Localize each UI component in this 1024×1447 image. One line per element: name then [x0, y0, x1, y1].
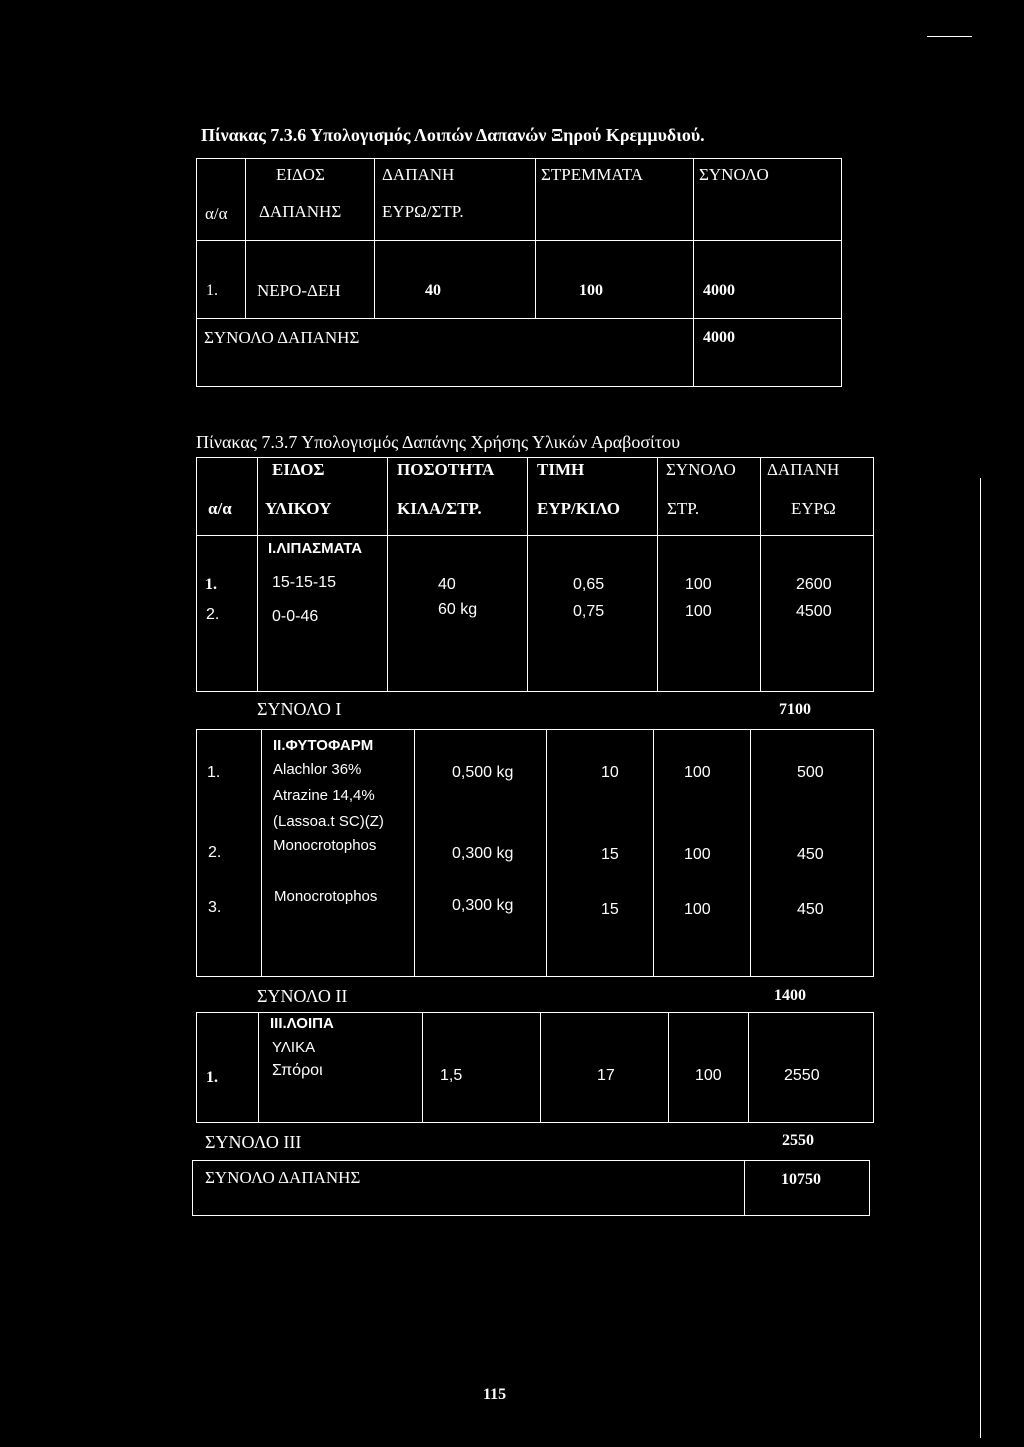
t2-s2-row3-str: 100 [684, 901, 711, 918]
t2-s1-row2-eidos: 0-0-46 [272, 608, 319, 625]
t2-s1-total-value: 7100 [779, 701, 811, 718]
t2-s3-title-2: ΥΛΙΚΑ [272, 1039, 316, 1056]
t1-row1-aa: 1. [206, 282, 218, 299]
t2-header-dapani-2: ΕΥΡΩ [791, 499, 836, 518]
t2-s1-row1-timi: 0,65 [573, 576, 605, 593]
t2-s1-row1-aa: 1. [205, 576, 217, 593]
t2-header-timi-2: ΕΥΡ/ΚΙΛΟ [537, 499, 620, 518]
t2-s2-row1-str: 100 [684, 764, 711, 781]
t2-s3-row1-str: 100 [695, 1067, 722, 1084]
t2-header-synolo: ΣΥΝΟΛΟ [666, 460, 736, 479]
t2-s2-row1-posotita: 0,500 kg [452, 764, 514, 781]
table2-caption: Πίνακας 7.3.7 Υπολογισμός Δαπάνης Χρήσης Υλικών Αραβοσίτου [196, 432, 681, 452]
t2-s3-row1-eidos: Σπόροι [272, 1062, 323, 1079]
t2-grand-total-label: ΣΥΝΟΛΟ ΔΑΠΑΝΗΣ [205, 1168, 361, 1187]
t2-s1-row2-timi: 0,75 [573, 603, 605, 620]
t2-s2-row1-eidos-2: Atrazine 14,4% [273, 787, 375, 804]
t2-s1-row2-dapani: 4500 [796, 603, 832, 620]
t2-s2-row1-timi: 10 [601, 764, 619, 781]
t1-header-eidos-2: ΔΑΠΑΝΗΣ [259, 202, 342, 221]
t1-header-synolo: ΣΥΝΟΛΟ [699, 165, 769, 184]
t2-header-posotita: ΠΟΣΟΤΗΤΑ [397, 460, 495, 479]
t2-header-timi: ΤΙΜΗ [537, 460, 585, 479]
t2-s3-row1-posotita: 1,5 [440, 1067, 463, 1084]
t2-s3-total-label: ΣΥΝΟΛΟ ΙΙΙ [205, 1132, 302, 1152]
t1-header-dapani: ΔΑΠΑΝΗ [382, 165, 455, 184]
t2-s1-row1-str: 100 [685, 576, 712, 593]
t2-s1-row2-posotita: 60 kg [438, 601, 478, 618]
t2-s3-total-value: 2550 [782, 1132, 814, 1149]
t2-s1-row1-posotita: 40 [438, 576, 456, 593]
t2-s3-row1-aa: 1. [206, 1069, 218, 1086]
t2-s1-row1-dapani: 2600 [796, 576, 832, 593]
t2-s2-row3-aa: 3. [208, 899, 222, 916]
t2-s2-row1-aa: 1. [207, 764, 221, 781]
t2-s1-total-label: ΣΥΝΟΛΟ Ι [257, 699, 342, 719]
t2-header-dapani: ΔΑΠΑΝΗ [767, 460, 840, 479]
t2-header-eidos: ΕΙΔΟΣ [272, 460, 325, 479]
t2-s3-title: ΙΙΙ.ΛΟΙΠΑ [270, 1015, 334, 1032]
t2-s3-row1-dapani: 2550 [784, 1067, 820, 1084]
t2-s2-row3-posotita: 0,300 kg [452, 897, 514, 914]
t1-total-label: ΣΥΝΟΛΟ ΔΑΠΑΝΗΣ [204, 328, 360, 347]
t2-s2-row3-dapani: 450 [797, 901, 824, 918]
t2-s3-row1-timi: 17 [597, 1067, 615, 1084]
t2-s2-row1-eidos-3: (Lassoa.t SC)(Z) [273, 813, 384, 830]
t2-header-divider [196, 535, 874, 536]
t2-s1-title: Ι.ΛΙΠΑΣΜΑΤΑ [268, 540, 363, 557]
t2-s2-title: ΙΙ.ΦΥΤΟΦΑΡΜ [273, 737, 374, 754]
t2-s2-row2-eidos: Monocrotophos [273, 837, 377, 854]
t2-s2-row2-aa: 2. [208, 844, 222, 861]
t2-s2-row2-timi: 15 [601, 846, 619, 863]
t1-total-value: 4000 [703, 329, 735, 346]
table1-caption: Πίνακας 7.3.6 Υπολογισμός Λοιπών Δαπανών Ξηρού Κρεμμυδιού. [201, 125, 705, 145]
t2-s2-row3-eidos: Monocrotophos [274, 888, 378, 905]
t2-header-posotita-2: ΚΙΛΑ/ΣΤΡ. [397, 499, 482, 518]
t2-s2-row3-timi: 15 [601, 901, 619, 918]
t2-header-aa: α/α [208, 499, 232, 518]
t2-s1-row1-eidos: 15-15-15 [272, 574, 337, 591]
t1-header-dapani-2: ΕΥΡΩ/ΣΤΡ. [382, 202, 464, 221]
t1-header-eidos: ΕΙΔΟΣ [276, 165, 325, 184]
t2-s2-row1-eidos-1: Alachlor 36% [273, 761, 362, 778]
t2-s1-row2-aa: 2. [206, 606, 220, 623]
t2-s2-row1-dapani: 500 [797, 764, 824, 781]
t1-header-stremmata: ΣΤΡΕΜΜΑΤΑ [541, 165, 644, 184]
t1-row1-synolo: 4000 [703, 282, 735, 299]
t2-header-synolo-2: ΣΤΡ. [667, 499, 700, 518]
t2-s2-total-label: ΣΥΝΟΛΟ ΙΙ [257, 986, 348, 1006]
t1-row1-eidos: ΝΕΡΟ-ΔΕΗ [257, 281, 341, 300]
page-number: 115 [483, 1386, 507, 1403]
t2-s2-row2-dapani: 450 [797, 846, 824, 863]
t2-grand-total-value: 10750 [781, 1171, 821, 1188]
t1-row1-dapani: 40 [425, 282, 441, 299]
t2-header-eidos-2: ΥΛΙΚΟΥ [265, 499, 332, 518]
t2-s1-row2-str: 100 [685, 603, 712, 620]
t1-header-aa: α/α [205, 204, 228, 223]
t2-s2-total-value: 1400 [774, 987, 806, 1004]
t2-s2-row2-posotita: 0,300 kg [452, 845, 514, 862]
t2-s2-row2-str: 100 [684, 846, 711, 863]
top-rule [927, 36, 972, 37]
t1-row1-stremmata: 100 [579, 282, 603, 299]
